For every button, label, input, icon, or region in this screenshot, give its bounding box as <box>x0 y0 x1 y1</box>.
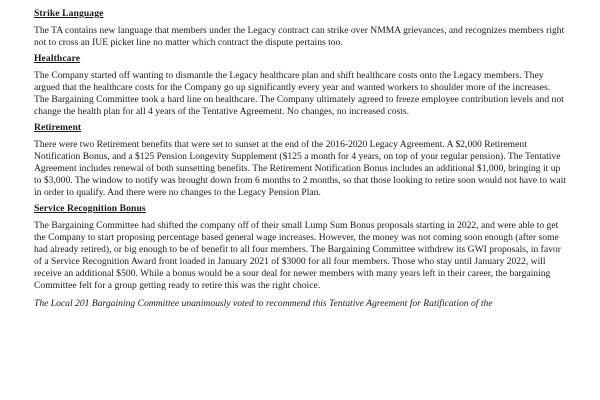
section-service-recognition-bonus <box>34 203 566 292</box>
section-body: There were two Retirement benefits that were set to sunset at the end of the 2016-2020 Legacy Agreement. A $2,000 Retirement Notification Bonus, and a $125 Pension Longevity Supplement ($125 a month for 4 years, on top of your regular pension). The Tentative Agreement includes renewal of both sunsetting benefits. The Retirement Notification Bonus includes an additional $1,000, bringing it up to $3,000. The window to notify was brought down from 6 months to 2 months, so that those looking to retire soon would not have to wait in order to qualify. And there were no changes to the Legacy Pension Plan. <box>34 139 566 198</box>
document-page <box>34 8 566 310</box>
section-body: The TA contains new language that members under the Legacy contract can strike over NMMA grievances, and recognizes members right not to cross an IUE picket line no matter which contract the dispute pertains too. <box>34 25 565 48</box>
section-retirement <box>34 122 566 199</box>
closing-statement: The Local 201 Bargaining Committee unanimously voted to recommend this Tentative Agreement for Ratification of the <box>34 298 493 309</box>
section-healthcare <box>34 53 566 118</box>
section-body: The Bargaining Committee had shifted the company off of their small Lump Sum Bonus proposals starting in 2022, and were able to get the Company to start proposing percentage based general wage increases. However, the money was not coming soon enough (after some had already retired), or big enough to be of benefit to all four members. The Bargaining Committee withdrew its GWI proposals, in favor of a Service Recognition Award front loaded in January 2021 of $3000 for all four members. Those who stay until January 2022, will receive an additional $500. While a bonus would be a sour deal for newer members with many years left in their career, the bargaining Committee felt for a group getting ready to retire this was the right choice. <box>34 220 561 291</box>
section-heading: Retirement <box>34 122 82 133</box>
section-heading: Healthcare <box>34 53 81 64</box>
section-body: The Company started off wanting to dismantle the Legacy healthcare plan and shift healthcare costs onto the Legacy members. They argued that the healthcare costs for the Company go up significantly every year and wanted workers to shoulder more of the increases. The Bargaining Committee took a hard line on healthcare. The Company ultimately agreed to freeze employee contribution levels and not change the health plan for all 4 years of the Tentative Agreement. No changes, no increased costs. <box>34 70 564 117</box>
section-heading: Strike Language <box>34 8 104 19</box>
section-heading: Service Recognition Bonus <box>34 203 146 214</box>
section-strike-language <box>34 8 566 49</box>
